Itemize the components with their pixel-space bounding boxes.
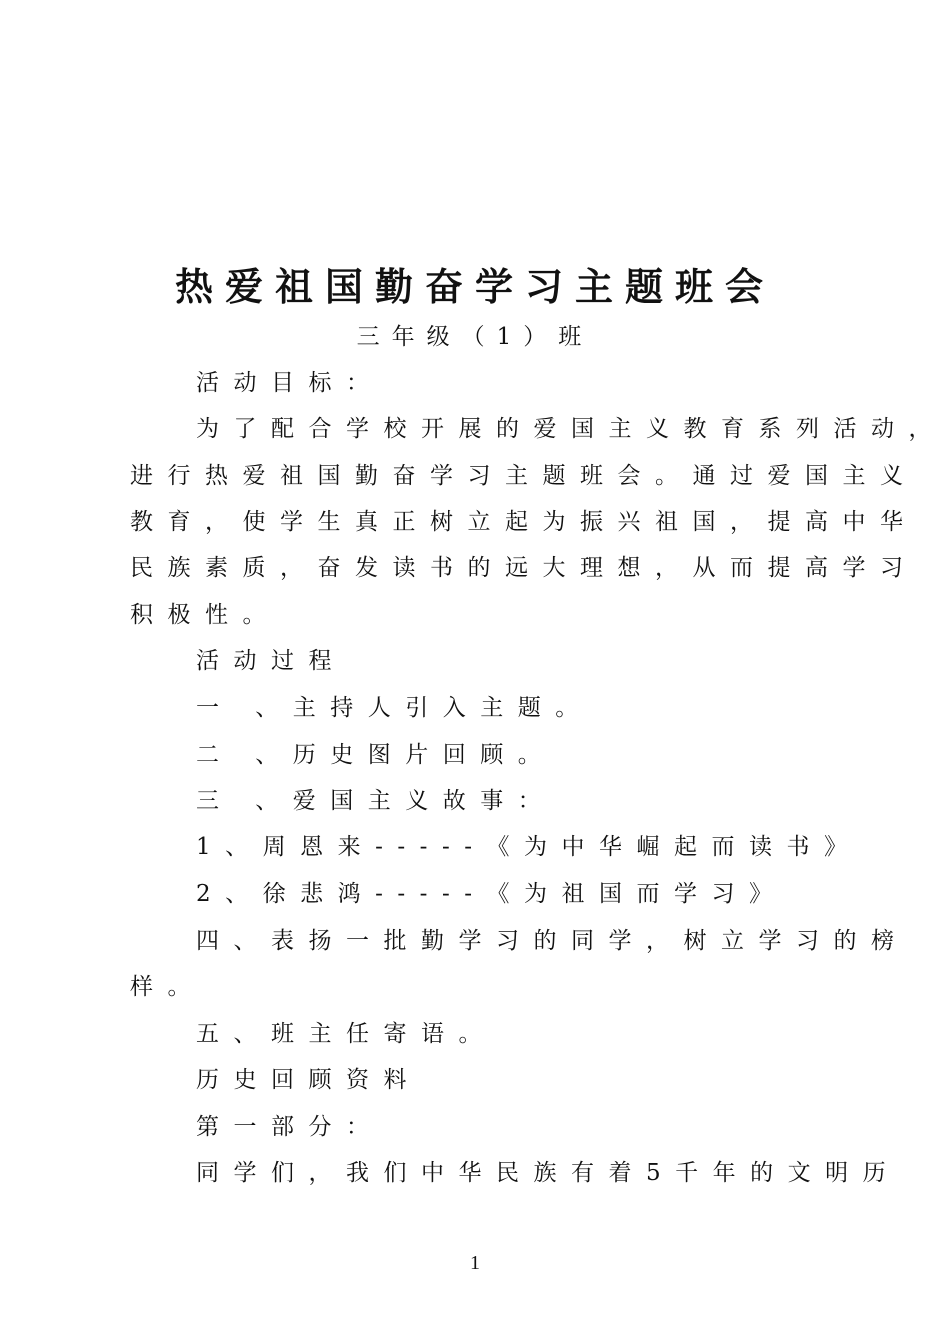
document-title: 热爱祖国勤奋学习主题班会 xyxy=(174,264,775,309)
paragraph-line: 民族素质，奋发读书的远大理想，从而提高学习 xyxy=(130,555,918,581)
paragraph-line: 同学们，我们中华民族有着5千年的文明历 xyxy=(196,1160,901,1186)
list-item: 三 、爱国主义故事： xyxy=(196,788,556,814)
paragraph-line: 积极性。 xyxy=(130,602,280,628)
list-item: 四、表扬一批勤学习的同学，树立学习的榜 xyxy=(196,928,909,954)
list-item: 五、班主任寄语。 xyxy=(196,1021,496,1047)
list-item: 2、徐悲鸿-----《为祖国而学习》 xyxy=(196,881,787,907)
paragraph-line: 样。 xyxy=(130,974,205,1000)
section-heading: 历史回顾资料 xyxy=(196,1067,421,1093)
paragraph-line: 教育，使学生真正树立起为振兴祖国，提高中华 xyxy=(130,509,918,535)
list-item: 1、周恩来-----《为中华崛起而读书》 xyxy=(196,834,862,860)
paragraph-line: 为了配合学校开展的爱国主义教育系列活动， xyxy=(196,416,946,442)
section-heading: 活动过程 xyxy=(196,648,346,674)
list-item: 二 、历史图片回顾。 xyxy=(196,742,556,768)
page-number: 1 xyxy=(470,1252,480,1274)
class-subtitle: 三年级（1）班 xyxy=(356,324,594,350)
section-heading: 第一部分： xyxy=(196,1114,384,1140)
paragraph-line: 进行热爱祖国勤奋学习主题班会。通过爱国主义 xyxy=(130,463,918,489)
list-item: 一 、主持人引入主题。 xyxy=(196,695,593,721)
paragraph-line: 活动目标： xyxy=(196,370,384,396)
